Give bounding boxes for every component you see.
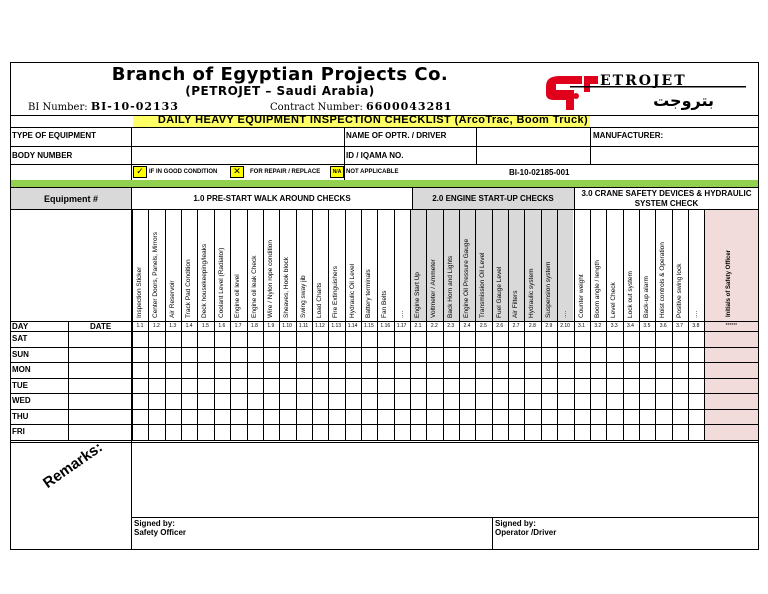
check-number: 3.7 — [676, 323, 684, 329]
day-header: DAY — [12, 322, 29, 331]
date-cell[interactable] — [69, 394, 131, 408]
check-number: 1.5 — [201, 323, 209, 329]
check-label: Fire Extinguishers — [332, 265, 340, 318]
date-cell[interactable] — [69, 363, 131, 377]
bi-label: BI Number: — [28, 102, 88, 113]
date-cell[interactable] — [69, 425, 131, 439]
operator-signed-by: Signed by: — [495, 519, 536, 528]
check-number: 3.3 — [610, 323, 618, 329]
check-label: Fuel Gauge Level — [495, 266, 503, 318]
repair-label: FOR REPAIR / REPLACE — [250, 169, 321, 175]
section-3-header-line2: SYSTEM CHECK — [634, 199, 699, 208]
check-number: 1.15 — [364, 323, 374, 329]
check-label: Engine oil leak Check — [250, 255, 258, 318]
check-number: 2.9 — [545, 323, 553, 329]
section-2-header: 2.0 ENGINE START-UP CHECKS — [432, 194, 554, 203]
date-cell[interactable] — [69, 332, 131, 346]
check-label: Boom angle / length — [593, 260, 601, 318]
check-label: Center Doors, Panels, Mirrors — [152, 232, 160, 318]
check-label: Coolant Level (Radiator) — [217, 247, 225, 318]
safety-officer-signature — [134, 519, 186, 537]
good-label: IF IN GOOD CONDITION — [149, 169, 218, 175]
company-name: Branch of Egyptian Projects Co. — [111, 64, 449, 85]
check-number: 3.4 — [627, 323, 634, 329]
operator-label: NAME OF OPTR. / DRIVER — [346, 131, 447, 140]
check-label: Transmission Oil Level — [479, 252, 487, 318]
check-number: 1.2 — [152, 323, 160, 329]
logo-arabic: بتروجت — [653, 91, 714, 110]
check-label: Deck housekeeping/leaks — [201, 243, 209, 318]
check-label: Air Reservoir — [168, 280, 176, 318]
type-of-equipment-label: TYPE OF EQUIPMENT — [12, 131, 97, 140]
check-number: 1.16 — [380, 323, 391, 329]
check-number: 1.11 — [298, 323, 309, 329]
check-number: 1.14 — [347, 323, 358, 329]
check-label: Back-up alarm — [642, 276, 650, 318]
check-number: 1.7 — [234, 323, 242, 329]
check-label: Sheaves, Hook block — [283, 256, 291, 318]
day-row-label: THU — [12, 411, 29, 421]
check-number: 3.6 — [659, 323, 667, 329]
check-label: Air Filters — [512, 290, 519, 318]
repair-mark: ✕ — [230, 166, 244, 178]
check-number: 1.3 — [169, 323, 177, 329]
check-number: 2.1 — [414, 323, 422, 329]
check-number: 1.10 — [282, 323, 292, 329]
form-number: BI-10-02185-001 — [509, 168, 570, 177]
day-row-label: TUE — [12, 380, 28, 390]
check-label: Hydraulic Oil Level — [348, 263, 356, 318]
check-label: Wire / Nylon rope condition — [266, 239, 274, 318]
day-row-label: SAT — [12, 334, 28, 343]
check-label: Level Check — [610, 282, 618, 318]
check-number: 2.4 — [463, 323, 471, 329]
check-number: 3.8 — [692, 323, 700, 329]
check-number: 1.6 — [218, 323, 226, 329]
check-number: 2.5 — [479, 323, 487, 329]
check-label: Track Pad Condition — [185, 259, 193, 318]
operator-driver-label: Operator /Driver — [495, 528, 557, 537]
check-number: 3.5 — [643, 323, 651, 329]
check-label: Back Horn and Lights — [446, 255, 454, 318]
safety-officer-label: Safety Officer — [134, 528, 187, 537]
check-label: Engine oil level — [234, 274, 242, 318]
check-number: 1.13 — [331, 323, 342, 329]
check-label: Engine Start Up — [414, 272, 421, 318]
equipment-header: Equipment # — [43, 194, 98, 204]
good-mark: ✓ — [133, 166, 147, 178]
remarks-label: Remarks: — [40, 438, 106, 492]
check-label: Swing sway jib — [299, 275, 307, 318]
bi-value: BI-10-02133 — [90, 100, 179, 113]
check-label: Voltmeter / Ammeter — [430, 259, 438, 318]
check-label: Counter weight — [577, 274, 585, 318]
check-label: .... — [691, 310, 699, 318]
check-label: .... — [397, 310, 405, 318]
check-number: 1.8 — [251, 323, 258, 329]
operator-signature — [495, 519, 556, 537]
check-number: 2.8 — [528, 323, 536, 329]
check-number: 1.12 — [315, 323, 325, 329]
check-number: 2.7 — [512, 323, 520, 329]
na-mark: N/A — [330, 166, 344, 178]
check-label: .... — [561, 310, 569, 318]
day-row-label: WED — [12, 396, 31, 405]
form-title: DAILY HEAVY EQUIPMENT INSPECTION CHECKLIST (ArcoTrac, Boom Truck) — [157, 114, 589, 126]
check-number: 1.1 — [136, 323, 144, 329]
check-label: Hoist controls & Operation — [659, 242, 667, 318]
manufacturer-label: MANUFACTURER: — [593, 131, 664, 140]
date-cell[interactable] — [69, 348, 131, 362]
date-cell[interactable] — [69, 379, 131, 393]
check-number: 2.10 — [560, 323, 570, 329]
day-row-label: FRI — [12, 427, 25, 436]
contract-value: 6600043281 — [366, 100, 453, 113]
check-label: Engine Oil Pressure Gauge — [463, 238, 470, 318]
check-label: Battery terminals — [364, 269, 372, 318]
check-label: Positive swing lock — [675, 263, 683, 318]
check-number: 3.1 — [578, 323, 585, 329]
safety-signed-by: Signed by: — [134, 519, 175, 528]
check-label: Load Charts — [315, 282, 323, 318]
check-number: 2.6 — [496, 323, 504, 329]
divider-bar — [11, 180, 758, 187]
check-number: 1.17 — [396, 323, 407, 329]
check-number: 1.4 — [185, 323, 193, 329]
body-number-label: BODY NUMBER — [12, 151, 73, 160]
check-number: 3.2 — [594, 323, 602, 329]
section-3-header-line1: 3.0 CRANE SAFETY DEVICES & HYDRAULIC — [581, 189, 752, 198]
check-label: Fan Belts — [381, 290, 389, 318]
date-header: DATE — [90, 322, 112, 331]
date-cell[interactable] — [69, 410, 131, 424]
initials-number: ****** — [725, 323, 738, 329]
check-number: 2.2 — [430, 323, 438, 329]
check-number: 2.3 — [447, 323, 455, 329]
section-1-header: 1.0 PRE-START WALK AROUND CHECKS — [193, 194, 351, 203]
check-label: Suspension system — [544, 261, 552, 318]
day-row-label: SUN — [12, 349, 29, 359]
iqama-label: ID / IQAMA NO. — [346, 151, 404, 160]
logo-text: ETROJET — [600, 73, 687, 89]
na-label: NOT APPLICABLE — [346, 169, 399, 175]
check-label: Lock out system — [626, 271, 634, 318]
company-subtitle: (PETROJET – Saudi Arabia) — [185, 84, 375, 98]
check-label: Inspection Sticker — [136, 266, 143, 318]
day-row-label: MON — [12, 365, 31, 374]
check-number: 1.9 — [267, 323, 275, 329]
initials-label: Initials of Safety Officer — [726, 249, 733, 317]
check-label: Hydraulic system — [528, 268, 536, 318]
contract-label: Contract Number: — [270, 102, 363, 113]
